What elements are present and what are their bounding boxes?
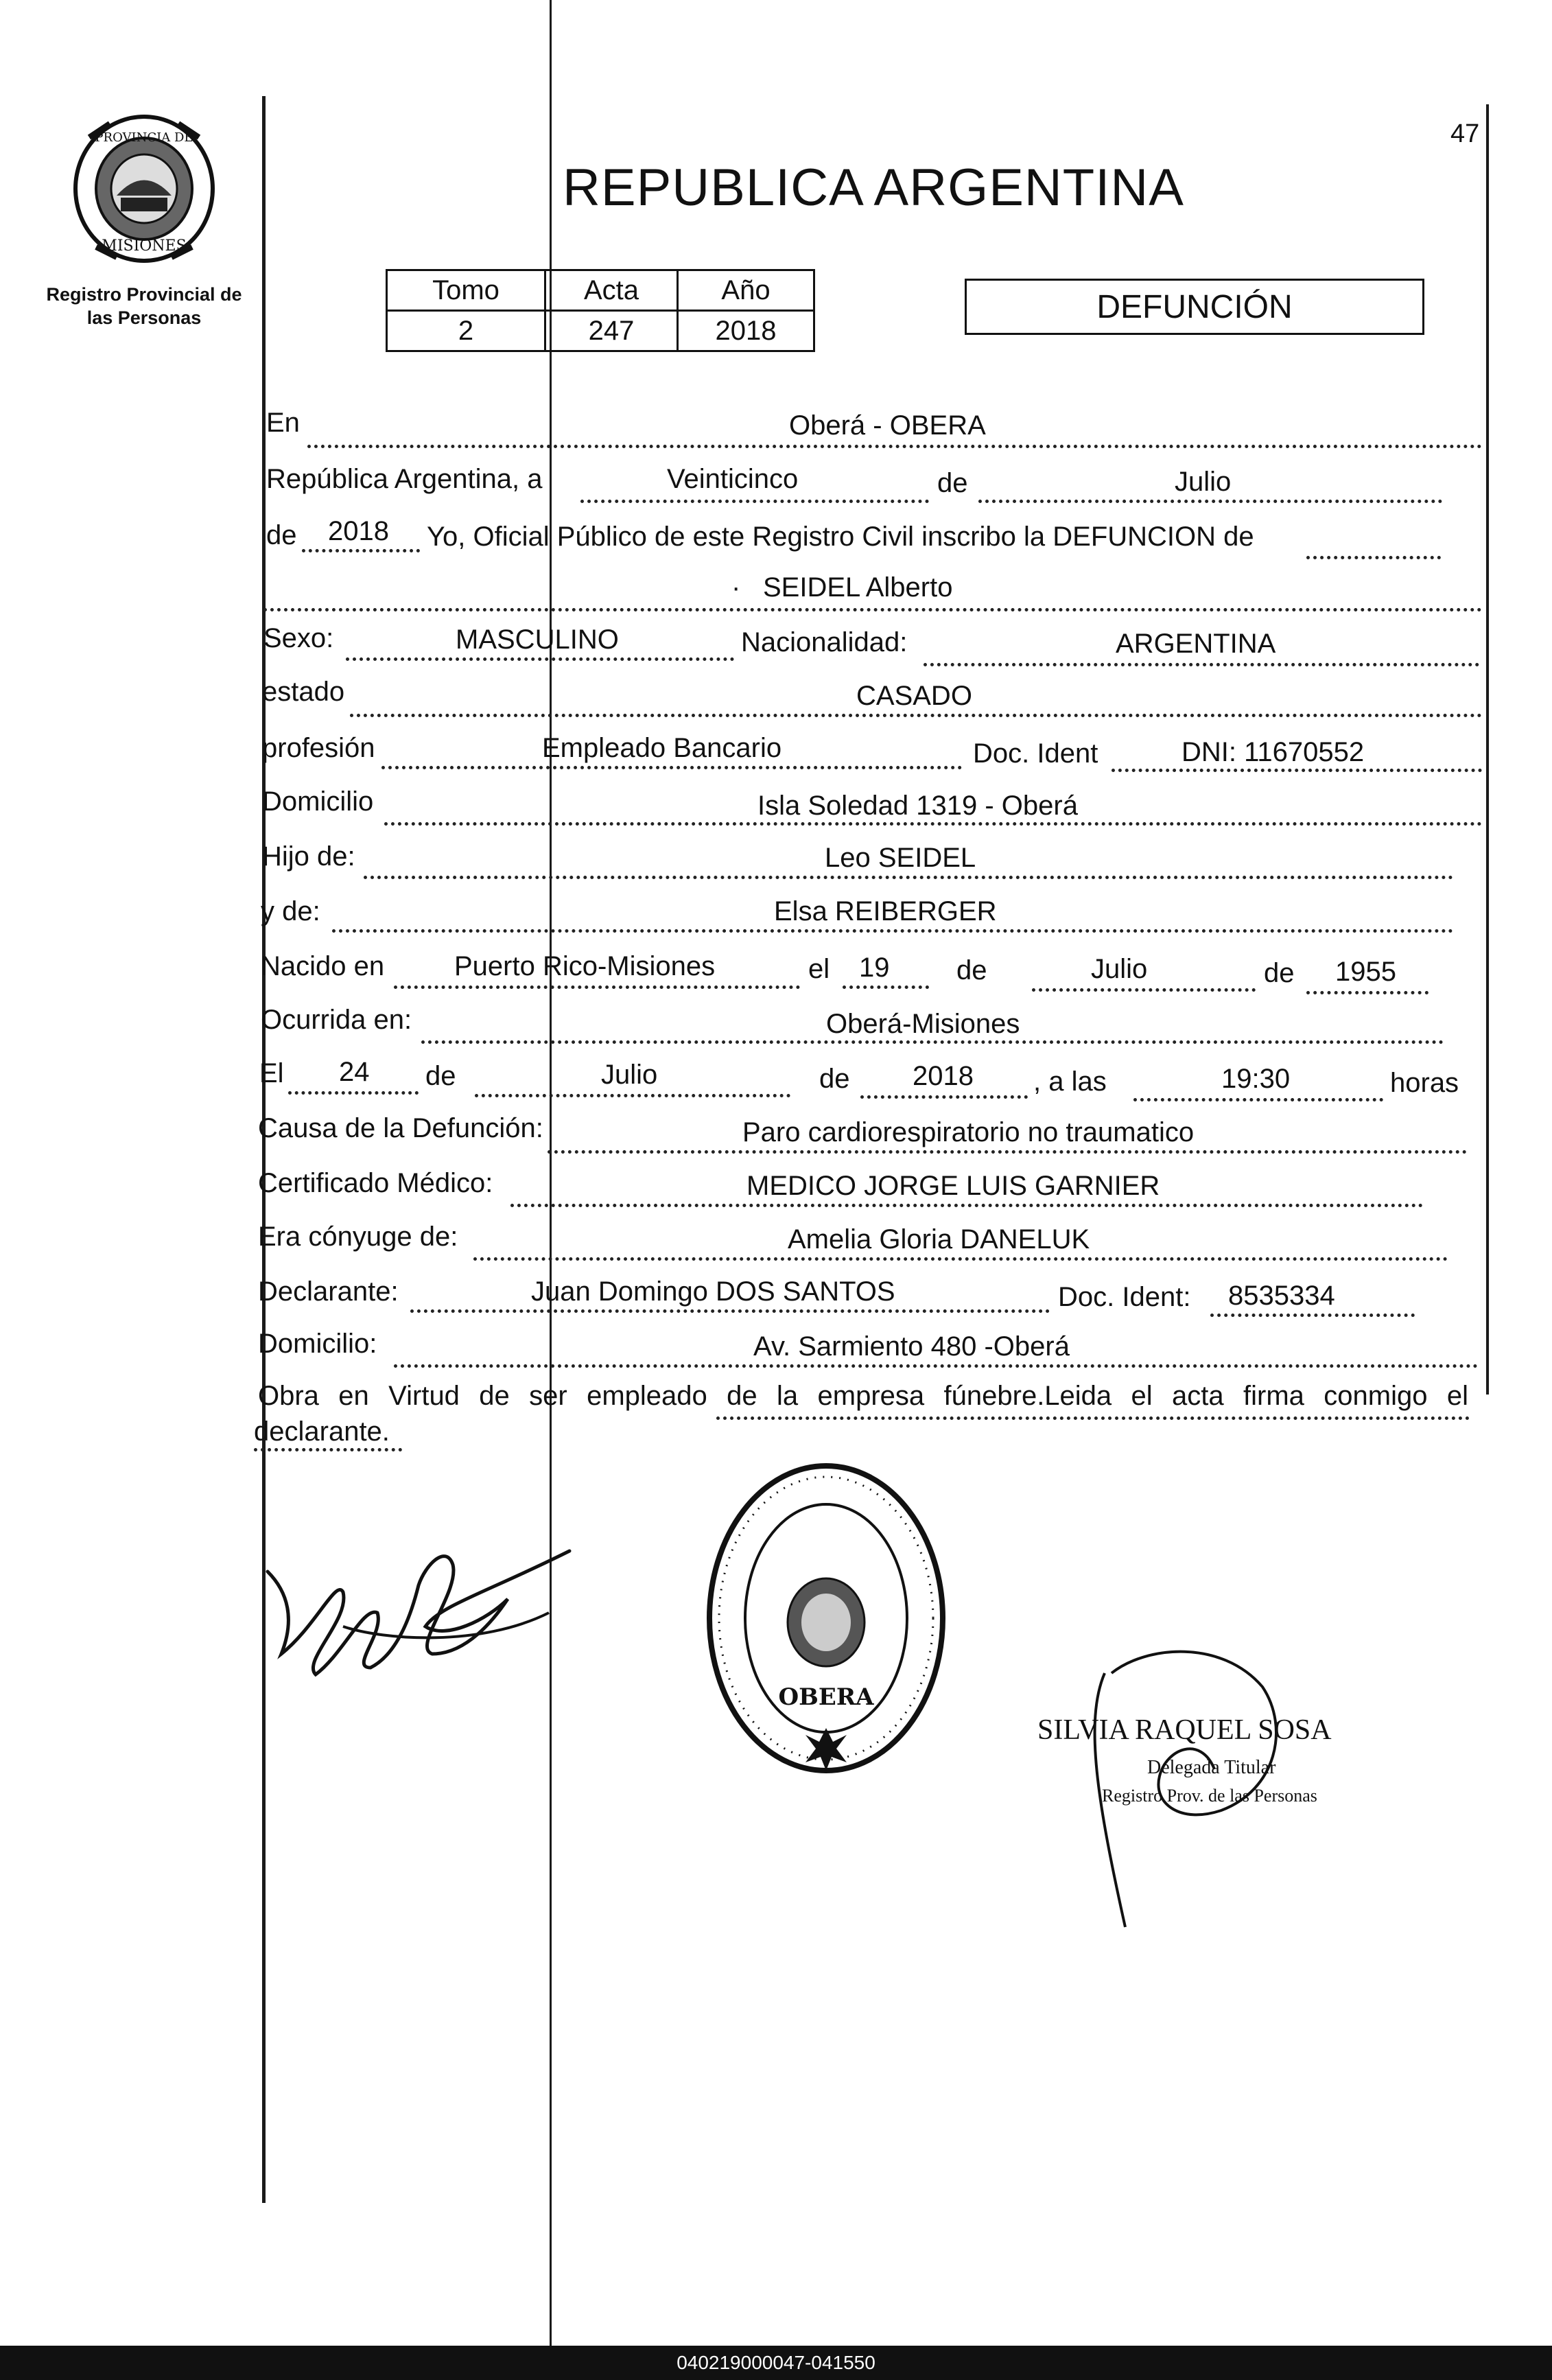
death-month-line [475,1094,790,1097]
doc-ident-label: Doc. Ident [973,738,1098,769]
conyuge-line [473,1257,1448,1261]
deceased-name: SEIDEL Alberto [763,572,953,603]
obra-line-2-rule [254,1448,402,1451]
birth-day: 19 [859,953,890,983]
day-text: Veinticinco [667,464,799,494]
province-seal-icon [69,110,220,268]
name-bullet: · [731,572,741,603]
profesion-value: Empleado Bancario [542,733,782,763]
registry-stamp-icon [703,1460,950,1783]
birth-year-line [1306,991,1428,994]
death-year: 2018 [913,1061,974,1091]
en-value: Oberá - OBERA [789,410,986,441]
yde-value: Elsa REIBERGER [774,896,997,926]
decl-domicilio-label: Domicilio: [258,1329,377,1359]
birth-month-line [1032,988,1256,992]
horas-label: horas [1390,1068,1459,1098]
decl-doc-value: 8535334 [1228,1281,1335,1311]
en-label: En [266,408,300,438]
scan-footer-code: 040219000047-041550 [0,2346,1552,2380]
sexo-value: MASCULINO [456,625,619,655]
birth-year: 1955 [1335,957,1396,987]
decl-doc-line [1210,1314,1415,1317]
de-label-4: de [425,1061,456,1091]
acta-header: Acta [545,270,678,311]
certificado-line [510,1204,1423,1207]
de-label-2: de [956,955,987,985]
death-day: 24 [339,1057,370,1087]
decl-domicilio-line [394,1364,1478,1368]
year-value: 2018 [328,516,389,546]
death-time-line [1133,1098,1383,1101]
de-label-5: de [819,1064,850,1094]
causa-line [548,1150,1467,1154]
document-type-box: DEFUNCIÓN [965,279,1424,335]
year-line [302,549,420,552]
domicilio-label: Domicilio [262,786,374,817]
page-number: 47 [1450,119,1480,148]
official-line [1306,556,1441,559]
death-year-line [860,1095,1028,1099]
obra-line-1-rule [716,1416,1470,1420]
death-time: 19:30 [1221,1064,1291,1094]
anio-header: Año [678,270,814,311]
sexo-label: Sexo: [263,623,334,653]
de-label: de [937,468,968,498]
official-name: SILVIA RAQUEL SOSA [1037,1714,1332,1746]
left-margin-rule [262,96,266,2203]
estado-label: estado [262,677,345,707]
doc-ident-value: DNI: 11670552 [1181,737,1365,767]
scan-fold-line [550,0,552,2347]
official-stamp [703,1460,950,1783]
registry-logo [69,110,220,268]
a-las-label: , a las [1033,1066,1107,1097]
profesion-label: profesión [262,733,375,763]
birth-month: Julio [1091,954,1148,984]
sexo-line [346,657,734,661]
ocurrida-value: Oberá-Misiones [826,1009,1020,1039]
tomo-header: Tomo [387,270,545,311]
conyuge-value: Amelia Gloria DANELUK [788,1224,1090,1255]
declarante-value: Juan Domingo DOS SANTOS [531,1276,895,1307]
causa-label: Causa de la Defunción: [258,1113,543,1143]
anio-value: 2018 [678,311,814,351]
month-line [978,500,1442,503]
official-statement: Yo, Oficial Público de este Registro Civil inscribo la DEFUNCION de [427,522,1254,552]
death-day-line [288,1091,419,1095]
certificado-label: Certificado Médico: [258,1168,493,1198]
hijo-value: Leo SEIDEL [825,843,976,873]
svg-text:OBERA: OBERA [778,1683,874,1711]
ocurrida-line [421,1040,1444,1044]
estado-value: CASADO [856,681,972,711]
hijo-label: Hijo de: [262,841,355,872]
registry-table [386,269,815,352]
name-line [263,608,1482,611]
conyuge-label: Era cónyuge de: [258,1222,458,1252]
obra-line-2: declarante. [254,1416,390,1447]
official-registry: Registro Prov. de las Personas [1102,1786,1317,1806]
ocurrida-label: Ocurrida en: [261,1005,412,1035]
en-line [307,445,1482,448]
certificado-value: MEDICO JORGE LUIS GARNIER [746,1171,1160,1201]
nacionalidad-line [924,663,1479,666]
nacido-value: Puerto Rico-Misiones [454,951,716,981]
month-text: Julio [1175,467,1232,497]
obra-line-1: Obra en Virtud de ser empleado de la empresa fúnebre.Leida el acta firma conmigo el [258,1381,1468,1411]
causa-value: Paro cardiorespiratorio no traumatico [742,1117,1195,1147]
nacido-label: Nacido en [261,951,385,981]
nacionalidad-label: Nacionalidad: [741,627,908,657]
hijo-line [364,876,1453,879]
de-label-3: de [1264,958,1295,988]
day-line [580,500,929,503]
official-signature-scrawl [1029,1632,1317,1934]
birth-day-line [843,985,929,989]
domicilio-line [384,822,1482,826]
decl-doc-label: Doc. Ident: [1058,1282,1191,1312]
yde-line [332,929,1453,933]
svg-text:PROVINCIA DE: PROVINCIA DE [95,130,193,145]
doc-ident-line [1112,769,1482,772]
svg-text:MISIONES: MISIONES [102,237,187,255]
logo-caption-line1: Registro Provincial de [46,284,242,305]
tomo-value: 2 [387,311,545,351]
death-month: Julio [601,1060,658,1090]
declarante-label: Declarante: [258,1276,399,1307]
official-title: Delegada Titular [1147,1757,1276,1778]
profesion-line [381,766,962,769]
republica-label: República Argentina, a [266,464,543,494]
domicilio-value: Isla Soledad 1319 - Oberá [757,791,1078,821]
el-label: el [808,954,830,984]
nacionalidad-value: ARGENTINA [1116,629,1276,659]
decl-domicilio-value: Av. Sarmiento 480 -Oberá [753,1331,1070,1362]
declarant-signature [261,1524,576,1688]
estado-line [350,714,1482,717]
acta-value: 247 [545,311,678,351]
country-heading: REPUBLICA ARGENTINA [563,159,1184,217]
nacido-line [394,985,800,989]
logo-caption-line2: las Personas [86,307,202,328]
right-margin-rule [1486,104,1489,1395]
yde-label: y de: [261,896,320,926]
declarante-line [410,1309,1050,1313]
year-prefix: de [266,520,297,550]
el-label-2: El [259,1058,284,1088]
